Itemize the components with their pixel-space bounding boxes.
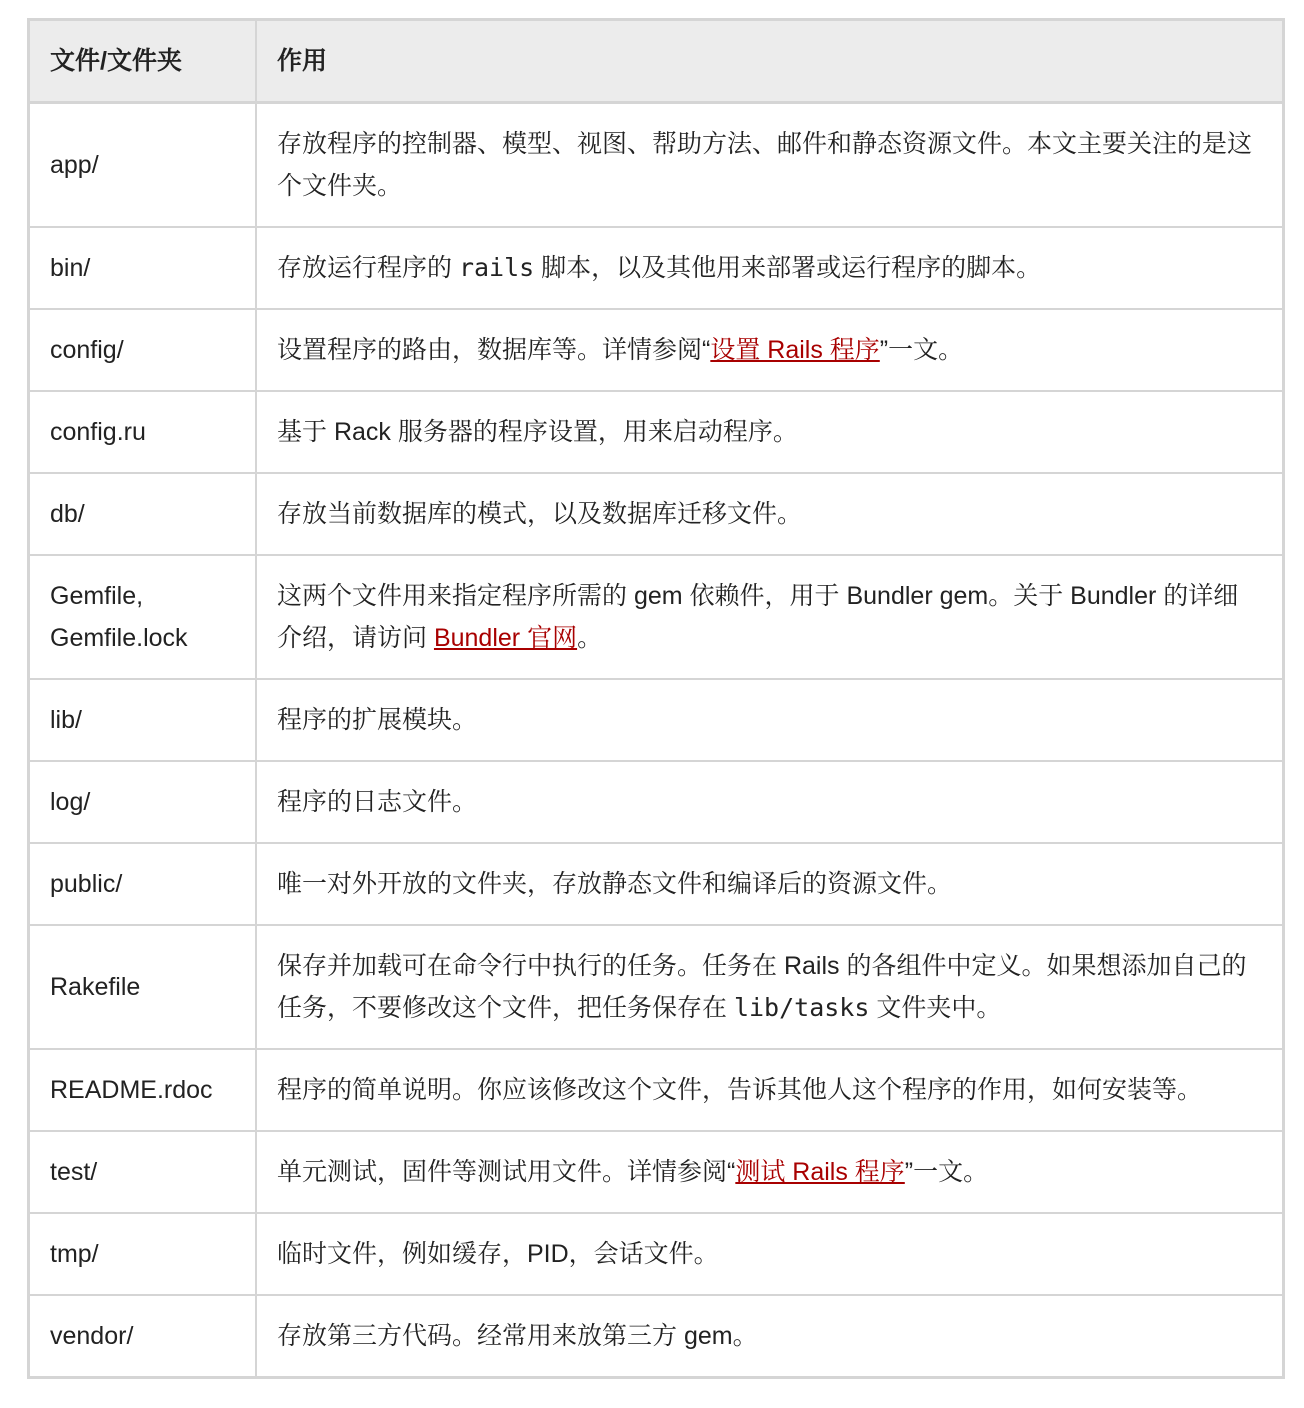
file-name: bin/	[50, 254, 91, 282]
file-name-cell	[30, 473, 256, 555]
description-cell	[256, 391, 1282, 473]
file-name: log/	[50, 788, 91, 816]
file-name-cell	[30, 555, 256, 679]
table-row	[30, 227, 1282, 309]
description-cell	[256, 1213, 1282, 1295]
header-file-folder: 文件/文件夹	[30, 21, 256, 103]
description-text: 唯一对外开放的文件夹，存放静态文件和编译后的资源文件。	[277, 870, 953, 898]
file-name: README.rdoc	[50, 1076, 213, 1104]
description-cell	[256, 227, 1282, 309]
doc-link[interactable]: 测试 Rails 程序	[735, 1158, 905, 1186]
description-text: ”一文。	[904, 1158, 989, 1186]
doc-link[interactable]: Bundler 官网	[433, 624, 578, 652]
table-row	[30, 679, 1282, 761]
description-text: 文件夹中。	[869, 994, 1002, 1022]
file-name: lib/	[50, 706, 82, 734]
description-text: 存放第三方代码。经常用来放第三方 gem。	[277, 1322, 758, 1350]
description-text: 程序的扩展模块。	[277, 706, 478, 734]
description-text: 存放运行程序的	[277, 254, 459, 282]
description-text: 存放当前数据库的模式，以及数据库迁移文件。	[277, 500, 803, 528]
description-text: 脚本，以及其他用来部署或运行程序的脚本。	[534, 254, 1042, 282]
inline-code: lib/tasks	[733, 993, 870, 1022]
file-name: db/	[50, 500, 85, 528]
description-cell	[256, 925, 1282, 1049]
file-name-cell	[30, 103, 256, 228]
table-row	[30, 843, 1282, 925]
table-row	[30, 103, 1282, 228]
description-cell	[256, 309, 1282, 391]
file-name-cell	[30, 309, 256, 391]
file-name-cell	[30, 227, 256, 309]
file-name: Rakefile	[50, 973, 141, 1001]
file-name: test/	[50, 1158, 98, 1186]
inline-code: rails	[458, 253, 535, 282]
description-text: 程序的日志文件。	[277, 788, 478, 816]
file-name: Gemfile.lock	[50, 624, 188, 652]
description-text: 单元测试，固件等测试用文件。详情参阅“	[277, 1158, 736, 1186]
table-row	[30, 473, 1282, 555]
table-row	[30, 761, 1282, 843]
directory-table	[30, 21, 1282, 1376]
description-text: 程序的简单说明。你应该修改这个文件，告诉其他人这个程序的作用，如何安装等。	[277, 1076, 1203, 1104]
table-row	[30, 1131, 1282, 1213]
directory-table-container	[27, 18, 1285, 1379]
table-row	[30, 555, 1282, 679]
description-cell	[256, 103, 1282, 228]
table-row	[30, 309, 1282, 391]
description-text: 基于 Rack 服务器的程序设置，用来启动程序。	[277, 418, 798, 446]
doc-link[interactable]: 设置 Rails 程序	[710, 336, 880, 364]
description-cell	[256, 1131, 1282, 1213]
table-row	[30, 1049, 1282, 1131]
table-body	[30, 103, 1282, 1377]
file-name: app/	[50, 151, 99, 179]
file-name-cell	[30, 1213, 256, 1295]
description-text: 临时文件，例如缓存，PID，会话文件。	[277, 1240, 719, 1268]
file-name-cell	[30, 391, 256, 473]
file-name-cell	[30, 679, 256, 761]
description-text: ”一文。	[879, 336, 964, 364]
description-cell	[256, 555, 1282, 679]
table-row	[30, 1295, 1282, 1376]
description-text: 设置程序的路由，数据库等。详情参阅“	[277, 336, 711, 364]
description-text: 。	[577, 624, 603, 652]
file-name: vendor/	[50, 1322, 134, 1350]
description-text: 这两个文件用来指定程序所需的 gem 依赖件，用于 Bundler gem。关于 Bundler 的详细介绍，请访问	[277, 582, 1239, 652]
description-cell	[256, 761, 1282, 843]
file-name: public/	[50, 870, 123, 898]
description-cell	[256, 679, 1282, 761]
file-name-cell	[30, 843, 256, 925]
description-text: 存放程序的控制器、模型、视图、帮助方法、邮件和静态资源文件。本文主要关注的是这个文件夹。	[277, 130, 1253, 200]
description-cell	[256, 843, 1282, 925]
file-name: config.ru	[50, 418, 146, 446]
file-name-cell	[30, 761, 256, 843]
description-text: 保存并加载可在命令行中执行的任务。任务在 Rails 的各组件中定义。如果想添加自己的任务，不要修改这个文件，把任务保存在	[277, 952, 1247, 1022]
table-row	[30, 1213, 1282, 1295]
header-purpose: 作用	[256, 21, 1282, 103]
file-name: tmp/	[50, 1240, 99, 1268]
file-name-cell	[30, 1295, 256, 1376]
file-name: config/	[50, 336, 124, 364]
table-header-row	[30, 21, 1282, 103]
description-cell	[256, 1049, 1282, 1131]
file-name: Gemfile,	[50, 582, 144, 610]
file-name-cell	[30, 925, 256, 1049]
file-name-cell	[30, 1049, 256, 1131]
file-name-cell	[30, 1131, 256, 1213]
table-row	[30, 925, 1282, 1049]
description-cell	[256, 1295, 1282, 1376]
table-row	[30, 391, 1282, 473]
description-cell	[256, 473, 1282, 555]
